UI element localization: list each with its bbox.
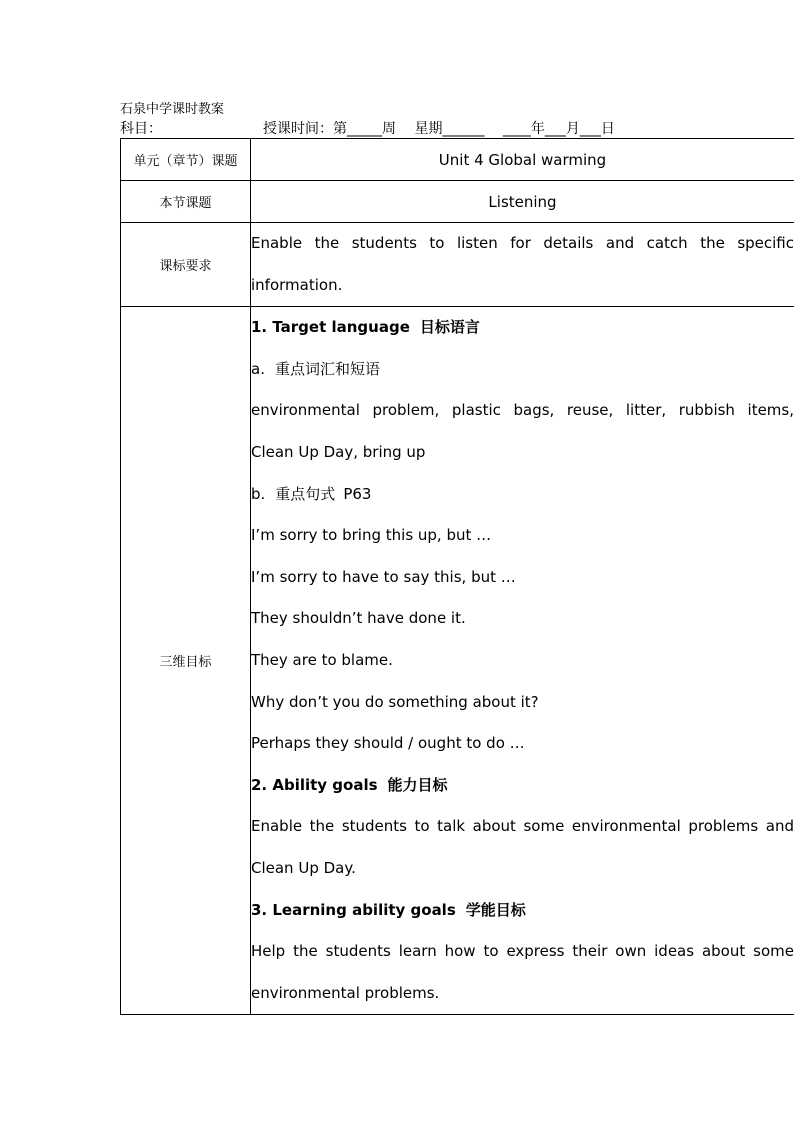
- item-a-label: a.: [251, 359, 265, 378]
- heading-en: 1. Target language: [251, 318, 410, 337]
- vocab-line-2: Clean Up Day, bring up: [251, 442, 426, 461]
- time-label: 授课时间：第_____周 星期______ ____年___月___日: [263, 121, 615, 137]
- sentence-1: I’m sorry to bring this up, but …: [251, 526, 492, 545]
- standard-line-2: information.: [251, 275, 343, 294]
- unit-value: Unit 4 Global warming: [251, 139, 794, 181]
- standard-line-1: Enable the students to listen for details and catch the specific: [251, 234, 794, 252]
- vocab-subheading: [251, 349, 794, 391]
- learning-line-1: Help the students learn how to express their own ideas about some: [251, 942, 794, 961]
- heading-cn: 能力目标: [387, 775, 448, 794]
- sentence-2: I’m sorry to have to say this, but …: [251, 567, 516, 586]
- sentence-3: They shouldn’t have done it.: [251, 609, 466, 628]
- lesson-plan-table: [120, 138, 794, 1015]
- item-b-page: P63: [343, 484, 372, 503]
- sentence-5: Why don’t you do something about it?: [251, 692, 539, 711]
- school-title: 石泉中学课时教案: [120, 102, 225, 117]
- unit-label: 单元（章节）课题: [121, 139, 251, 181]
- heading-en: 2. Ability goals: [251, 775, 378, 794]
- sentence-subheading: [251, 474, 794, 516]
- target-language-heading: [251, 307, 794, 349]
- row-unit: [121, 139, 794, 181]
- row-standard: [121, 223, 794, 307]
- heading-cn: 学能目标: [465, 900, 526, 919]
- lesson-value: Listening: [251, 181, 794, 223]
- subject-label: 科目：: [120, 121, 162, 137]
- standard-label: 课标要求: [121, 223, 251, 307]
- header-info: [120, 118, 680, 138]
- goals-label: 三维目标: [121, 307, 251, 1015]
- heading-en: 3. Learning ability goals: [251, 900, 456, 919]
- learning-goals-heading: [251, 890, 794, 932]
- row-goals: [121, 307, 794, 1015]
- sentence-4: They are to blame.: [251, 650, 393, 669]
- item-a-text: 重点词汇和短语: [274, 359, 380, 378]
- row-lesson: [121, 181, 794, 223]
- vocab-line-1: environmental problem, plastic bags, reuse, litter, rubbish items,: [251, 401, 794, 420]
- item-b-label: b.: [251, 484, 266, 503]
- lesson-label: 本节课题: [121, 181, 251, 223]
- ability-line-2: Clean Up Day.: [251, 858, 356, 877]
- learning-line-2: environmental problems.: [251, 983, 440, 1002]
- standard-content: [251, 223, 794, 307]
- ability-goals-heading: [251, 765, 794, 807]
- ability-line-1: Enable the students to talk about some environmental problems and: [251, 817, 794, 836]
- goals-content: [251, 307, 794, 1015]
- item-b-text: 重点句式: [275, 484, 336, 503]
- sentence-6: Perhaps they should / ought to do …: [251, 734, 525, 753]
- heading-cn: 目标语言: [419, 318, 480, 337]
